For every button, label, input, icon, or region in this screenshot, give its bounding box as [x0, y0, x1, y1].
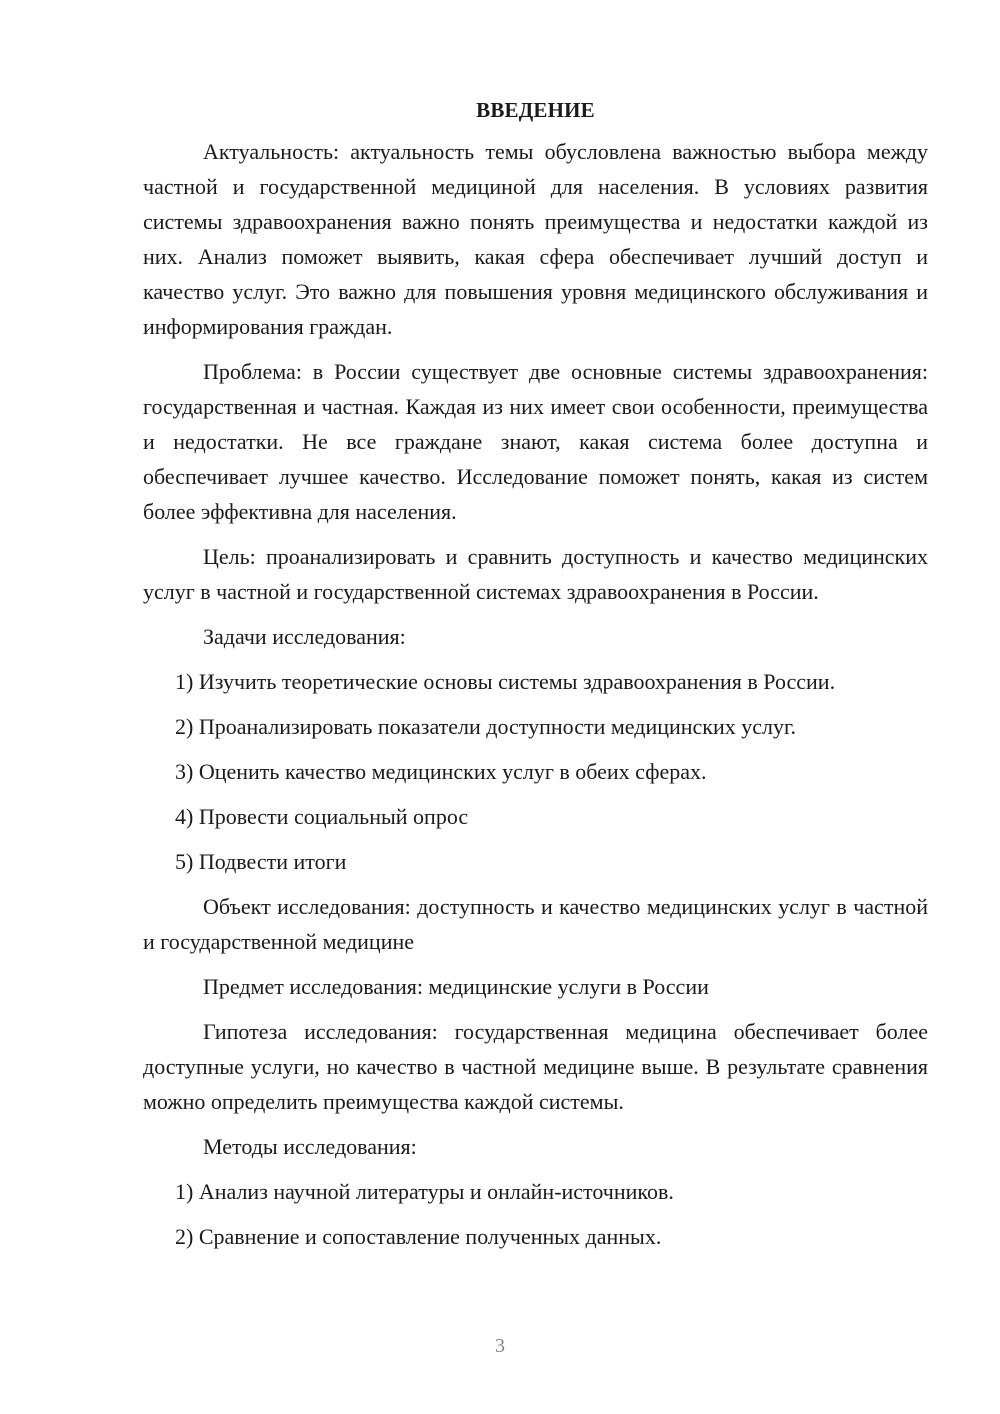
task-item-4: 4) Провести социальный опрос: [175, 804, 469, 829]
methods-heading: Методы исследования:: [203, 1134, 417, 1159]
task-item-3: 3) Оценить качество медицинских услуг в обеих сферах.: [175, 759, 707, 784]
task-item-2: 2) Проанализировать показатели доступности медицинских услуг.: [175, 714, 797, 739]
goal-paragraph: Цель: проанализировать и сравнить доступность и качество медицинских услуг в частной и государственной системах здравоохранения в России.: [143, 544, 928, 604]
problem-paragraph: Проблема: в России существует две основные системы здравоохранения: государственная и частная. Каждая из них имеет свои особенности, преимущества и недостатки. Не все граждане знают, какая система более доступна и обеспечивает лучшее качество. Исследование поможет понять, какая из систем более эффективна для населения.: [143, 359, 928, 524]
task-item-5: 5) Подвести итоги: [175, 849, 347, 874]
method-item-2: 2) Сравнение и сопоставление полученных данных.: [175, 1224, 662, 1249]
page-number: 3: [495, 1335, 505, 1357]
hypothesis-paragraph: Гипотеза исследования: государственная медицина обеспечивает более доступные услуги, но качество в частной медицине выше. В результате сравнения можно определить преимущества каждой системы.: [143, 1019, 928, 1114]
relevance-paragraph: Актуальность: актуальность темы обусловлена важностью выбора между частной и государственной медициной для населения. В условиях развития системы здравоохранения важно понять преимущества и недостатки каждой из них. Анализ поможет выявить, какая сфера обеспечивает лучший доступ и качество услуг. Это важно для повышения уровня медицинского обслуживания и информирования граждан.: [143, 139, 928, 339]
section-title: ВВЕДЕНИЕ: [476, 98, 595, 122]
subject-paragraph: Предмет исследования: медицинские услуги в России: [203, 974, 709, 999]
method-item-1: 1) Анализ научной литературы и онлайн-источников.: [175, 1179, 674, 1204]
object-paragraph: Объект исследования: доступность и качество медицинских услуг в частной и государственной медицине: [143, 894, 928, 954]
document-page: [143, 92, 928, 1264]
task-item-1: 1) Изучить теоретические основы системы здравоохранения в России.: [175, 669, 836, 694]
tasks-heading: Задачи исследования:: [203, 624, 406, 649]
